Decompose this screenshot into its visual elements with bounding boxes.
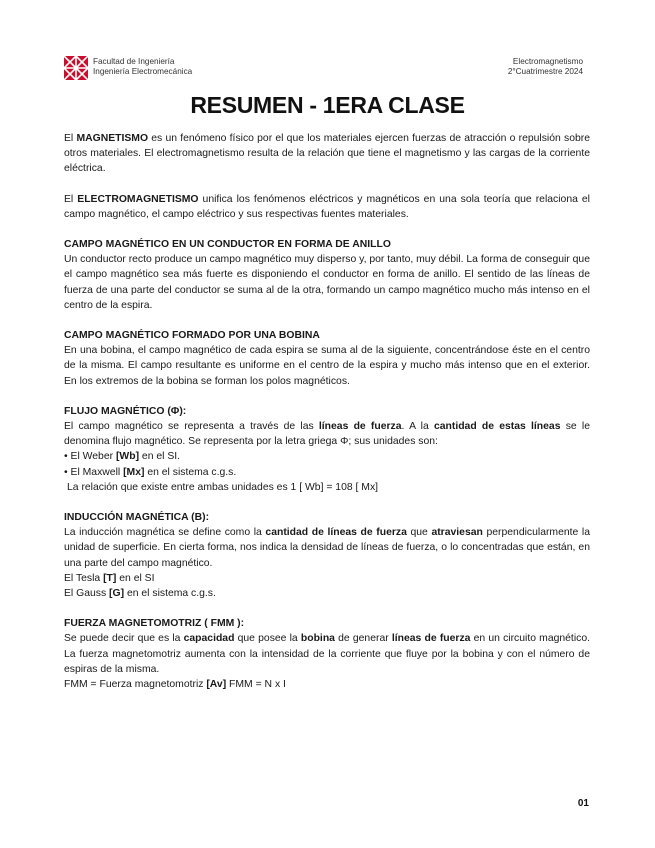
unit-symbol: [Wb] (115, 451, 140, 463)
bold-term: líneas de fuerza (318, 421, 402, 433)
bobina-paragraph: En una bobina, el campo magnético de cada espira se suma al de la siguiente, concentrándose éste en el centro de la misma. El campo resultante es uniforme en el centro de la espira y mucho más intenso que en el exterior. En los extremos de la bobina se forman los polos magnéticos. (64, 345, 590, 387)
unit-symbol: [G] (109, 588, 125, 600)
unit-symbol: [Av] (206, 679, 227, 691)
section-heading-fmm: FUERZA MAGNETOMOTRIZ ( FMM ): (64, 618, 245, 630)
text-segment: de generar (334, 633, 392, 645)
bold-term: MAGNETISMO (76, 133, 149, 144)
text-segment: que (406, 527, 432, 539)
text-segment: . A la (401, 421, 434, 433)
text-segment: en el SI (116, 572, 155, 584)
text-segment: • El Maxwell (64, 466, 124, 478)
unit-relation: La relación que existe entre ambas unidades es 1 [ Wb] = 108 [ Mx] (67, 481, 379, 493)
document-body (64, 131, 590, 692)
header-course (508, 57, 583, 77)
text-segment: El Tesla (64, 572, 104, 584)
text-segment: que posee la (234, 633, 301, 645)
university-logo-icon (64, 56, 88, 80)
text-segment: Se puede decir que es la (64, 633, 184, 645)
text-segment: en el SI. (139, 451, 181, 463)
section-heading-anillo: CAMPO MAGNÉTICO EN UN CONDUCTOR EN FORMA DE ANILLO (64, 239, 391, 251)
text-segment: FMM = Fuerza magnetomotriz (64, 679, 207, 691)
text-segment: en el sistema c.g.s. (124, 588, 216, 600)
faculty-name: Facultad de Ingeniería (93, 57, 175, 66)
logo-graphic (64, 56, 88, 80)
section-heading-flujo: FLUJO MAGNÉTICO (Φ): (64, 405, 187, 417)
text-segment: es un fenómeno físico por el que los materiales ejercen fuerzas de atracción o repulsión sobre otros materiales. El electromagnetismo resulta de la relación que tiene el magnetismo y las cargas de la corriente eléctrica. (64, 133, 590, 175)
bold-term: líneas de fuerza (391, 633, 471, 645)
bold-term: cantidad de estas líneas (433, 421, 561, 433)
text-segment: perpendicularmente la unidad de superficie. En cierta forma, nos indica la densidad de líneas de fuerza, o lo concentradas que están, en una parte del campo magnético. (64, 527, 590, 569)
text-segment: El Gauss (64, 588, 110, 600)
text-segment: El campo magnético se representa a través de las (64, 421, 319, 433)
unit-tesla (64, 571, 590, 586)
page-number: 01 (577, 798, 589, 809)
text-segment: en un circuito magnético. La fuerza magnetomotriz aumenta con la intensidad de la corriente que fluye por la bobina y con el número de espiras de la misma. (64, 633, 590, 675)
unit-weber (64, 449, 590, 464)
fmm-formula (64, 677, 590, 692)
bold-term: bobina (300, 633, 335, 645)
header-institution (93, 57, 192, 77)
text-segment: La inducción magnética se define como la (64, 527, 266, 539)
bold-term: atraviesan (431, 527, 483, 539)
bold-term: capacidad (183, 633, 235, 645)
bold-term: cantidad de líneas de fuerza (265, 527, 407, 539)
subject-name: Electromagnetismo (512, 57, 583, 66)
text-segment: se le denomina flujo magnético. Se representa por la letra griega Φ; sus unidades son: (64, 421, 590, 448)
bold-term: ELECTROMAGNETISMO (77, 193, 199, 205)
unit-symbol: [T] (103, 572, 117, 584)
career-name: Ingeniería Electromecánica (93, 67, 193, 76)
text-segment: FMM = N x I (226, 679, 286, 691)
section-heading-induccion: INDUCCIÓN MAGNÉTICA (B): (64, 512, 210, 524)
induccion-paragraph (64, 525, 590, 571)
text-segment: • El Weber (64, 451, 116, 463)
logo-pattern (64, 56, 88, 80)
magnetismo-paragraph (64, 131, 590, 177)
text-segment: en el sistema c.g.s. (144, 466, 237, 478)
section-heading-bobina: CAMPO MAGNÉTICO FORMADO POR UNA BOBINA (64, 330, 320, 342)
unit-maxwell (64, 465, 590, 480)
unit-gauss (64, 586, 590, 601)
electromagnetismo-paragraph (64, 192, 590, 222)
text-segment: unifica los fenómenos eléctricos y magnéticos en una sola teoría que relaciona el campo magnético, el campo eléctrico y sus respectivas fuentes materiales. (64, 193, 590, 220)
page-title: RESUMEN - 1ERA CLASE (190, 92, 465, 118)
text-segment: El (64, 133, 77, 144)
unit-symbol: [Mx] (123, 466, 145, 478)
text-segment: El (64, 193, 78, 205)
fmm-paragraph (64, 631, 590, 677)
term-label: 2°Cuatrimestre 2024 (507, 67, 583, 76)
flujo-paragraph (64, 419, 590, 449)
anillo-paragraph: Un conductor recto produce un campo magnético muy disperso y, por tanto, muy débil. La forma de conseguir que el campo magnético sea más fuerte es disponiendo el conductor en forma de anillo. El sentido de las líneas de fuerza de una parte del conductor se suma al de la otra, formando un campo magnético mucho más intenso en el centro de la espira. (64, 254, 590, 311)
